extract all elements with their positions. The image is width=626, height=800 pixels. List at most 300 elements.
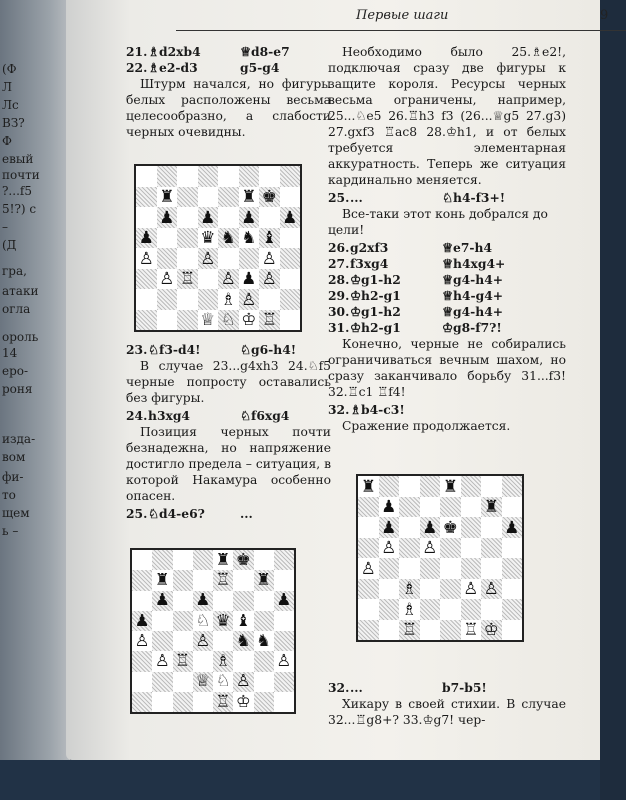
board-square [502,599,523,620]
chess-piece-icon: ♗ [401,578,417,599]
chess-piece-icon: ♟ [282,206,298,227]
board-square [379,497,400,518]
prev-page-text: 14 [2,346,18,360]
board-square [358,620,379,641]
chess-piece-icon: ♙ [422,537,438,558]
board-square [198,310,219,331]
board-square [152,550,172,570]
board-square [254,672,274,692]
board-square [193,651,213,671]
board-square [152,611,172,631]
board-square [233,672,253,692]
board-square [254,631,274,651]
board-square [259,269,280,290]
board-square [254,611,274,631]
chess-piece-icon: ♖ [215,691,231,711]
chess-piece-icon: ♟ [154,590,170,610]
chess-piece-icon: ♖ [261,309,277,330]
board-square [502,579,523,600]
chess-piece-icon: ♟ [381,496,397,517]
chess-piece-icon: ♙ [138,247,154,268]
board-square [259,166,280,187]
board-square [213,672,233,692]
chess-piece-icon: ♚ [442,516,458,537]
prev-page-text: – [2,220,8,234]
chess-piece-icon: ♗ [215,651,231,671]
chess-piece-icon: ♜ [442,475,458,496]
board-square [132,672,152,692]
chess-piece-icon: ♖ [175,651,191,671]
move-line-32: 32.♗b4-c3! [328,402,405,417]
board-square [461,579,482,600]
board-square [177,248,198,269]
board-square [420,620,441,641]
chess-piece-icon: ♙ [200,247,216,268]
chess-piece-icon: ♞ [220,227,236,248]
moves-21-22 [126,44,331,76]
move-line-29: 29.♔h2-g1 ♕h4-g4+ [328,288,504,303]
chess-piece-icon: ♟ [159,206,175,227]
chess-piece-icon: ♔ [483,619,499,640]
paragraph-perpetual: Конечно, черные не собирались ограничиваться вечным шахом, но сразу заканчивало борьбу 31...f3! 32.♖c1 ♖f4! [328,337,566,399]
chess-piece-icon: ♞ [241,227,257,248]
board-square [379,517,400,538]
board-square [358,538,379,559]
move-line-31: 31.♔h2-g1 ♔g8-f7?! [328,320,502,335]
chess-diagram-1 [134,164,302,332]
prev-page-text: Лс [2,98,19,112]
chess-piece-icon: ♗ [220,288,236,309]
board-square [440,517,461,538]
board-square [481,558,502,579]
move-line-23: 23.♘f3-d4! ♘g6-h4! [126,342,297,357]
board-square [198,289,219,310]
prev-page-text: изда- [2,432,36,446]
board-square [213,591,233,611]
board-square [420,497,441,518]
chess-piece-icon: ♛ [200,227,216,248]
board-square [239,248,260,269]
board-square [399,538,420,559]
move-line-21: 21.♗d2xb4 ♕d8-e7 [126,44,290,59]
board-square [280,207,301,228]
board-square [239,269,260,290]
chess-piece-icon: ♖ [401,619,417,640]
board-square [358,517,379,538]
board-square [379,538,400,559]
board-square [481,497,502,518]
board-square [481,620,502,641]
board-square [173,651,193,671]
chess-piece-icon: ♙ [381,537,397,558]
board-square [280,310,301,331]
chess-piece-icon: ♟ [276,590,292,610]
prev-page-text: 5!?) c [2,202,37,216]
board-square [239,310,260,331]
board-square [274,672,294,692]
board-square [198,269,219,290]
board-square [136,248,157,269]
board-square [233,651,253,671]
board-square [132,692,152,712]
paragraph-analysis-25: Необходимо было 25.♗e2!, подключая сразу две фигуры к защите короля. Ресурсы черных весьма ограничены, например, 25...♘e5 26.♖h3 f3 (26...♕g5 27.g3) 27.gxf3 ♖ac8 28.♔h1, и от белых требуется элементарная аккуратность. Теперь же ситуация кардинально меняется. [328,45,566,187]
chess-piece-icon: ♚ [235,549,251,569]
board-square [502,538,523,559]
prev-page-text: ороль [2,330,39,344]
prev-page-text: еро- [2,364,29,378]
board-square [254,692,274,712]
prev-page-text: (Ф [2,62,17,76]
chess-piece-icon: ♖ [463,619,479,640]
running-header-title: Первые шаги [356,8,449,23]
board-square [157,228,178,249]
board-square [461,497,482,518]
board-square [280,269,301,290]
prev-page-text: ь – [2,524,19,538]
board-square [502,620,523,641]
prev-page-text: (Д [2,238,17,252]
board-square [177,166,198,187]
board-square [177,289,198,310]
board-square [198,166,219,187]
board-square [379,558,400,579]
board-square [379,599,400,620]
chess-piece-icon: ♙ [276,651,292,671]
board-square [420,579,441,600]
book-page [66,0,609,760]
chess-piece-icon: ♙ [360,557,376,578]
chess-piece-icon: ♙ [195,630,211,650]
chess-piece-icon: ♔ [235,691,251,711]
board-square [233,631,253,651]
board-square [274,651,294,671]
board-square [177,228,198,249]
chess-piece-icon: ♙ [159,268,175,289]
board-square [193,692,213,712]
chess-piece-icon: ♟ [195,590,211,610]
board-square [274,611,294,631]
board-square [420,476,441,497]
board-square [152,672,172,692]
board-square [173,631,193,651]
board-square [440,579,461,600]
prev-page-text: гра, [2,264,27,278]
chess-piece-icon: ♙ [220,268,236,289]
board-square [259,207,280,228]
board-square [379,579,400,600]
board-square [259,187,280,208]
chess-piece-icon: ♘ [195,610,211,630]
board-square [239,228,260,249]
paragraph-battle: Сражение продолжается. [342,419,511,433]
board-square [440,538,461,559]
board-square [132,631,152,651]
chess-piece-icon: ♟ [134,610,150,630]
left-column-lower [126,342,331,522]
chess-piece-icon: ♜ [159,186,175,207]
board-square [399,517,420,538]
move-line-26: 26.g2xf3 ♕e7-h4 [328,240,493,255]
board-square [239,166,260,187]
board-square [136,269,157,290]
chess-piece-icon: ♕ [195,671,211,691]
board-square [254,550,274,570]
board-square [481,579,502,600]
board-square [213,692,233,712]
board-square [173,550,193,570]
paragraph-storm: Штурм начался, но фигуры белых расположены весьма целесообразно, а слабости черных очевидны. [126,77,331,139]
board-square [440,620,461,641]
desk-background [0,760,600,800]
chess-piece-icon: ♔ [241,309,257,330]
prev-page-text: вом [2,450,26,464]
previous-page-edge [0,0,70,800]
board-square [198,207,219,228]
board-square [136,228,157,249]
board-square [136,187,157,208]
move-line-32b: 32.... b7-b5! [328,680,487,695]
chess-piece-icon: ♙ [134,630,150,650]
page-number: 9 [600,8,609,23]
board-square [218,269,239,290]
board-square [193,631,213,651]
board-square [280,166,301,187]
board-square [157,248,178,269]
board-square [136,166,157,187]
board-square [152,591,172,611]
chess-piece-icon: ♖ [179,268,195,289]
board-square [254,651,274,671]
board-square [233,570,253,590]
board-square [259,228,280,249]
chess-piece-icon: ♟ [422,516,438,537]
chess-piece-icon: ♘ [220,309,236,330]
board-square [440,599,461,620]
chess-piece-icon: ♙ [241,288,257,309]
board-square [218,207,239,228]
board-square [420,599,441,620]
board-square [254,591,274,611]
prev-page-text: фи- [2,470,24,484]
board-square [399,620,420,641]
board-square [218,228,239,249]
board-square [132,611,152,631]
chess-piece-icon: ♙ [261,268,277,289]
board-square [254,570,274,590]
board-square [481,538,502,559]
board-square [358,497,379,518]
chess-piece-icon: ♘ [215,671,231,691]
move-line-22: 22.♗e2-d3 g5-g4 [126,60,280,75]
chess-piece-icon: ♟ [241,268,257,289]
board-square [502,517,523,538]
board-square [213,550,233,570]
board-square [233,692,253,712]
moves-26-31 [328,240,566,336]
board-square [213,651,233,671]
board-square [177,187,198,208]
board-square [481,476,502,497]
prev-page-text: ?...f5 [2,184,32,198]
board-square [152,570,172,590]
chess-piece-icon: ♝ [261,227,277,248]
board-square [132,550,152,570]
chess-piece-icon: ♜ [154,570,170,590]
board-square [358,599,379,620]
chess-diagram-3 [356,474,524,642]
prev-page-text: то [2,488,16,502]
chess-piece-icon: ♙ [235,671,251,691]
board-square [481,599,502,620]
chess-piece-icon: ♞ [256,630,272,650]
chess-piece-icon: ♝ [235,610,251,630]
chess-piece-icon: ♞ [235,630,251,650]
board-square [399,476,420,497]
board-square [198,248,219,269]
board-square [198,228,219,249]
board-square [259,310,280,331]
chess-diagram-2 [130,548,296,714]
paragraph-variation-23: В случае 23...g4xh3 24.♘f5 черные попросту оставались без фигуры. [126,359,331,405]
board-square [233,611,253,631]
board-square [218,248,239,269]
prev-page-text: щем [2,506,30,520]
chess-piece-icon: ♟ [241,206,257,227]
board-square [132,591,152,611]
board-square [274,591,294,611]
board-square [218,166,239,187]
chess-piece-icon: ♜ [360,475,376,496]
board-square [213,570,233,590]
board-square [213,611,233,631]
board-square [502,476,523,497]
chess-piece-icon: ♙ [463,578,479,599]
chess-piece-icon: ♜ [215,549,231,569]
board-square [157,289,178,310]
board-square [173,672,193,692]
paragraph-position: Позиция черных почти безнадежна, но напряжение достигло предела – ситуация, в которой Накамура особенно опасен. [126,425,331,503]
board-square [440,476,461,497]
board-square [157,269,178,290]
board-square [274,692,294,712]
board-square [218,310,239,331]
board-square [239,289,260,310]
board-square [193,672,213,692]
board-square [280,187,301,208]
board-square [239,187,260,208]
board-square [218,289,239,310]
board-square [193,550,213,570]
board-square [173,611,193,631]
board-square [399,579,420,600]
board-square [173,591,193,611]
prev-page-text: почти [2,168,40,182]
board-square [358,579,379,600]
board-square [152,631,172,651]
prev-page-text: евый [2,152,34,166]
board-square [173,570,193,590]
board-square [259,289,280,310]
board-square [193,611,213,631]
board-square [136,310,157,331]
board-square [280,248,301,269]
move-line-25: 25.♘d4-e6? ... [126,506,253,521]
board-square [198,187,219,208]
board-square [274,631,294,651]
prev-page-text: огла [2,302,31,316]
board-square [274,550,294,570]
board-square [177,269,198,290]
board-square [132,570,152,590]
board-square [399,497,420,518]
board-square [280,289,301,310]
chess-piece-icon: ♜ [241,186,257,207]
right-column [328,44,566,436]
move-line-28: 28.♔g1-h2 ♕g4-h4+ [328,272,504,287]
board-square [239,207,260,228]
move-line-27: 27.f3xg4 ♕h4xg4+ [328,256,506,271]
board-square [193,570,213,590]
chess-piece-icon: ♟ [138,227,154,248]
board-square [193,591,213,611]
board-square [152,651,172,671]
board-square [274,570,294,590]
prev-page-text: атаки [2,284,39,298]
board-square [502,558,523,579]
board-square [177,207,198,228]
move-line-30: 30.♔g1-h2 ♕g4-h4+ [328,304,504,319]
board-square [379,620,400,641]
board-square [502,497,523,518]
board-square [461,517,482,538]
board-square [233,550,253,570]
chess-piece-icon: ♙ [154,651,170,671]
chess-piece-icon: ♟ [381,516,397,537]
chess-piece-icon: ♟ [504,516,520,537]
left-column [126,44,331,142]
board-square [136,207,157,228]
move-line-24: 24.h3xg4 ♘f6xg4 [126,408,290,423]
board-square [173,692,193,712]
prev-page-text: ВЗ? [2,116,25,130]
chess-piece-icon: ♗ [401,598,417,619]
board-square [461,476,482,497]
chess-piece-icon: ♟ [200,206,216,227]
board-square [461,599,482,620]
board-square [218,187,239,208]
board-square [440,558,461,579]
chess-piece-icon: ♖ [215,570,231,590]
board-square [213,631,233,651]
board-square [420,558,441,579]
chess-piece-icon: ♜ [483,496,499,517]
prev-page-text: Л [2,80,13,94]
board-square [157,310,178,331]
board-square [399,599,420,620]
board-square [136,289,157,310]
board-square [157,166,178,187]
paragraph-knight: Все-таки этот конь добрался до цели! [328,207,548,237]
board-square [259,248,280,269]
board-square [399,558,420,579]
board-square [280,228,301,249]
right-column-lower [328,680,566,730]
chess-piece-icon: ♕ [200,309,216,330]
move-line-25b: 25.... ♘h4-f3+! [328,190,506,205]
header-rule [176,30,626,31]
chess-piece-icon: ♙ [261,247,277,268]
board-square [177,310,198,331]
